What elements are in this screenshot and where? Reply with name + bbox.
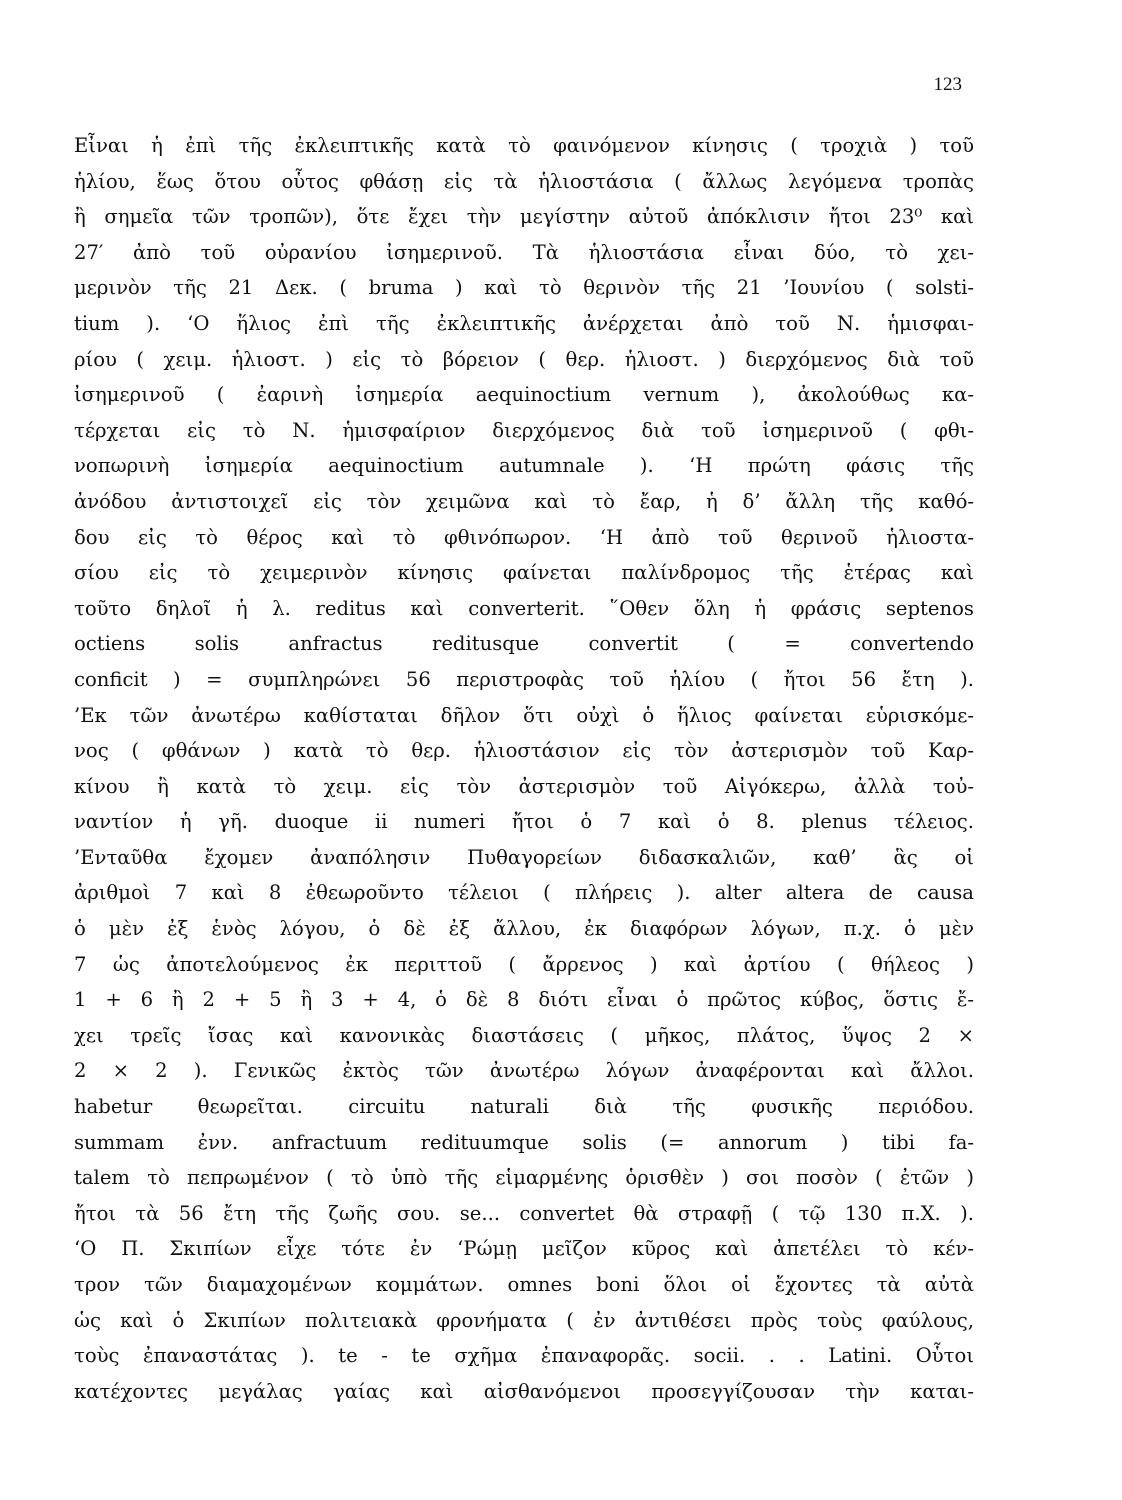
text-line: ἡλίου, ἕως ὅτου οὗτος φθάσῃ εἰς τὰ ἡλιοστάσια ( ἄλλως λεγόμενα τροπὰς: [74, 169, 974, 193]
text-line: τρον τῶν διαμαχομένων κομμάτων. omnes boni ὅλοι οἱ ἔχοντες τὰ αὐτὰ: [74, 1273, 974, 1296]
text-line: ἢ σημεῖα τῶν τροπῶν), ὅτε ἔχει τὴν μεγίστην αὐτοῦ ἀπόκλισιν ἤτοι 23⁰ καὶ: [74, 205, 974, 229]
body-text: [74, 128, 974, 1445]
page-number: 123: [933, 74, 962, 95]
text-line: ‘Ο Π. Σκιπίων εἶχε τότε ἐν ‘Ρώμῃ μεῖζον κῦρος καὶ ἀπετέλει τὸ κέν-: [74, 1237, 974, 1261]
text-line: summam ἐνν. anfractuum redituumque solis (= annorum ) tibi fa-: [74, 1130, 974, 1154]
text-line: octiens solis anfractus reditusque convertit ( = convertendo: [74, 632, 974, 656]
text-line: ’Ενταῦθα ἔχομεν ἀναπόλησιν Πυθαγορείων διδασκαλιῶν, καθ’ ἃς οἱ: [74, 845, 974, 869]
text-line: τοὺς ἐπαναστάτας ). te - te σχῆμα ἐπαναφορᾶς. socii. . . Latini. Οὗτοι: [74, 1344, 974, 1368]
text-line: κατέχοντες μεγάλας γαίας καὶ αἰσθανόμενοι προσεγγίζουσαν τὴν καται-: [74, 1379, 974, 1403]
text-line: ’Εκ τῶν ἀνωτέρω καθίσταται δῆλον ὅτι οὐχὶ ὁ ἥλιος φαίνεται εὑρισκόμε-: [74, 703, 974, 727]
text-line: δου εἰς τὸ θέρος καὶ τὸ φθινόπωρον. ‘Η ἀπὸ τοῦ θερινοῦ ἡλιοστα-: [74, 525, 974, 549]
text-line: ἀριθμοὶ 7 καὶ 8 ἐθεωροῦντο τέλειοι ( πλήρεις ). alter altera de causa: [74, 881, 974, 905]
text-line: τοῦτο δηλοῖ ἡ λ. reditus καὶ converterit. ῞Οθεν ὅλη ἡ φράσις septenos: [74, 596, 974, 620]
text-line: [74, 1409, 974, 1445]
text-line: Εἶναι ἡ ἐπὶ τῆς ἐκλειπτικῆς κατὰ τὸ φαινόμενον κίνησις ( τροχιὰ ) τοῦ: [74, 134, 974, 157]
text-line: νος ( φθάνων ) κατὰ τὸ θερ. ἡλιοστάσιον εἰς τὸν ἀστερισμὸν τοῦ Καρ-: [74, 739, 974, 763]
text-line: ρίου ( χειμ. ἡλιοστ. ) εἰς τὸ βόρειον ( θερ. ἡλιοστ. ) διερχόμενος διὰ τοῦ: [74, 347, 974, 371]
text-line: μερινὸν τῆς 21 Δεκ. ( bruma ) καὶ τὸ θερινὸν τῆς 21 ’Ιουνίου ( solsti-: [74, 276, 974, 300]
text-line: χει τρεῖς ἴσας καὶ κανονικὰς διαστάσεις ( μῆκος, πλάτος, ὕψος 2 ×: [74, 1023, 974, 1047]
text-line: ὡς καὶ ὁ Σκιπίων πολιτειακὰ φρονήματα ( ἐν ἀντιθέσει πρὸς τοὺς φαύλους,: [74, 1308, 974, 1332]
text-line: habetur θεωρεῖται. circuitu naturali διὰ τῆς φυσικῆς περιόδου.: [74, 1095, 974, 1119]
text-line: κίνου ἢ κατὰ τὸ χειμ. εἰς τὸν ἀστερισμὸν τοῦ Αἰγόκερω, ἀλλὰ τοὐ-: [74, 774, 974, 798]
text-line: ναντίον ἡ γῆ. duoque ii numeri ἤτοι ὁ 7 καὶ ὁ 8. plenus τέλειος.: [74, 810, 974, 834]
text-line: 7 ὡς ἀποτελούμενος ἐκ περιττοῦ ( ἄρρενος ) καὶ ἀρτίου ( θήλεος ): [74, 952, 974, 976]
text-line: 1 + 6 ἢ 2 + 5 ἢ 3 + 4, ὁ δὲ 8 διότι εἶναι ὁ πρῶτος κύβος, ὅστις ἔ-: [74, 988, 974, 1012]
text-line: σίου εἰς τὸ χειμερινὸν κίνησις φαίνεται παλίνδρομος τῆς ἑτέρας καὶ: [74, 561, 974, 585]
text-line: τέρχεται εἰς τὸ Ν. ἡμισφαίριον διερχόμενος διὰ τοῦ ἰσημερινοῦ ( φθι-: [74, 418, 974, 442]
text-line: νοπωρινὴ ἰσημερία aequinoctium autumnale ). ‘Η πρώτη φάσις τῆς: [74, 454, 974, 478]
text-line: ἤτοι τὰ 56 ἔτη τῆς ζωῆς σου. se... convertet θὰ στραφῇ ( τῷ 130 π.Χ. ).: [74, 1201, 974, 1225]
text-line: tium ). ‘Ο ἥλιος ἐπὶ τῆς ἐκλειπτικῆς ἀνέρχεται ἀπὸ τοῦ Ν. ἡμισφαι-: [74, 311, 974, 335]
text-line: talem τὸ πεπρωμένον ( τὸ ὑπὸ τῆς εἱμαρμένης ὁρισθὲν ) σοι ποσὸν ( ἐτῶν ): [74, 1166, 974, 1190]
text-line: conficit ) = συμπληρώνει 56 περιστροφὰς τοῦ ἡλίου ( ἤτοι 56 ἔτη ).: [74, 667, 974, 691]
text-line: 2 × 2 ). Γενικῶς ἐκτὸς τῶν ἀνωτέρω λόγων ἀναφέρονται καὶ ἄλλοι.: [74, 1059, 974, 1083]
text-line: ὁ μὲν ἐξ ἑνὸς λόγου, ὁ δὲ ἐξ ἄλλου, ἐκ διαφόρων λόγων, π.χ. ὁ μὲν: [74, 917, 974, 941]
text-line: ἀνόδου ἀντιστοιχεῖ εἰς τὸν χειμῶνα καὶ τὸ ἔαρ, ἡ δ’ ἄλλη τῆς καθό-: [74, 489, 974, 513]
text-line: ἰσημερινοῦ ( ἐαρινὴ ἰσημερία aequinoctium vernum ), ἀκολούθως κα-: [74, 383, 974, 407]
text-line: 27′ ἀπὸ τοῦ οὐρανίου ἰσημερινοῦ. Τὰ ἡλιοστάσια εἶναι δύο, τὸ χει-: [74, 240, 974, 264]
